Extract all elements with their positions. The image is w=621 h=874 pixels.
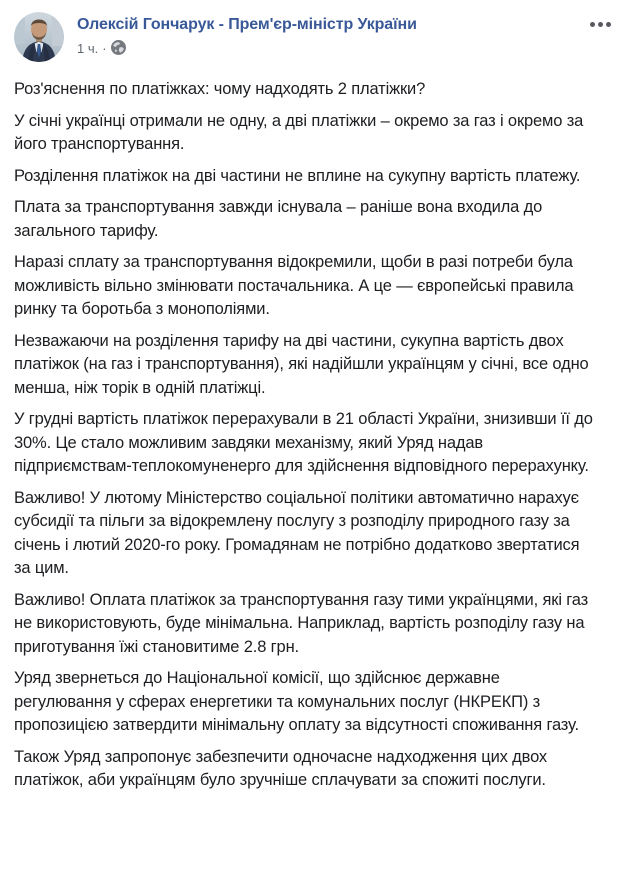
- post-paragraph: Уряд звернеться до Національної комісії, що здійснює державне регулювання у сферах енергетики та комунальних послуг (НКРЕКП) з пропозицією затвердити мінімальну оплату за відсутності споживання газу.: [14, 669, 579, 734]
- avatar-photo: [14, 12, 64, 62]
- post-paragraph: Роз'яснення по платіжках: чому надходять 2 платіжки?: [14, 80, 426, 98]
- post-paragraph: Важливо! У лютому Міністерство соціальної політики автоматично нарахує субсидії та пільги за відокремлену послугу з розподілу природного газу за січень і лютий 2020-го року. Громадянам не потрібно додатково звертатися за цим.: [14, 488, 580, 577]
- author-page-link[interactable]: Олексій Гончарук - Прем'єр-міністр України: [77, 16, 417, 33]
- post-paragraph: Важливо! Оплата платіжок за транспортування газу тими українцями, які газ не використовують, буде мінімальна. Наприклад, вартість розподілу газу на приготування їжі становитиме 2.8 грн.: [14, 590, 589, 656]
- globe-public-icon: [111, 40, 126, 58]
- post-paragraph: У грудні вартість платіжок перерахували в 21 області України, знизивши її до 30%. Це стало можливим завдяки механізму, який Уряд надав підприємствам-теплокомуненерго для здійснення відповідного перерахунку.: [14, 410, 593, 475]
- avatar[interactable]: [14, 12, 64, 62]
- post-options-menu-button[interactable]: [586, 18, 615, 31]
- timestamp-link[interactable]: 1 ч.: [77, 41, 99, 56]
- post-paragraph: У січні українці отримали не одну, а дві платіжки – окремо за газ і окремо за його транспортування.: [14, 111, 584, 153]
- post-header-info: [77, 12, 417, 58]
- post-text-body: [14, 78, 608, 793]
- post-paragraph: Незважаючи на розділення тарифу на дві частини, сукупна вартість двох платіжок (на газ і транспортування), які надійшли українцям у січні, все одно менша, ніж торік в одній платіжці.: [14, 331, 589, 397]
- post-paragraph: Наразі сплату за транспортування відокремили, щоби в разі потреби була можливість вільно змінювати постачальника. А це — європейські правила ринку та боротьба з монополіями.: [14, 253, 574, 318]
- three-dots-icon: [590, 22, 595, 27]
- post-paragraph: Також Уряд запропонує забезпечити одночасне надходження цих двох платіжок, аби українцям було зручніше сплачувати за спожиті послуги.: [14, 747, 548, 789]
- post-paragraph: Плата за транспортування завжди існувала – раніше вона входила до загального тарифу.: [14, 198, 543, 240]
- post-paragraph: Розділення платіжок на дві частини не вплине на сукупну вартість платежу.: [14, 166, 581, 185]
- post-header: [14, 12, 608, 62]
- meta-separator: ·: [102, 41, 107, 56]
- post-meta-row: [77, 39, 417, 58]
